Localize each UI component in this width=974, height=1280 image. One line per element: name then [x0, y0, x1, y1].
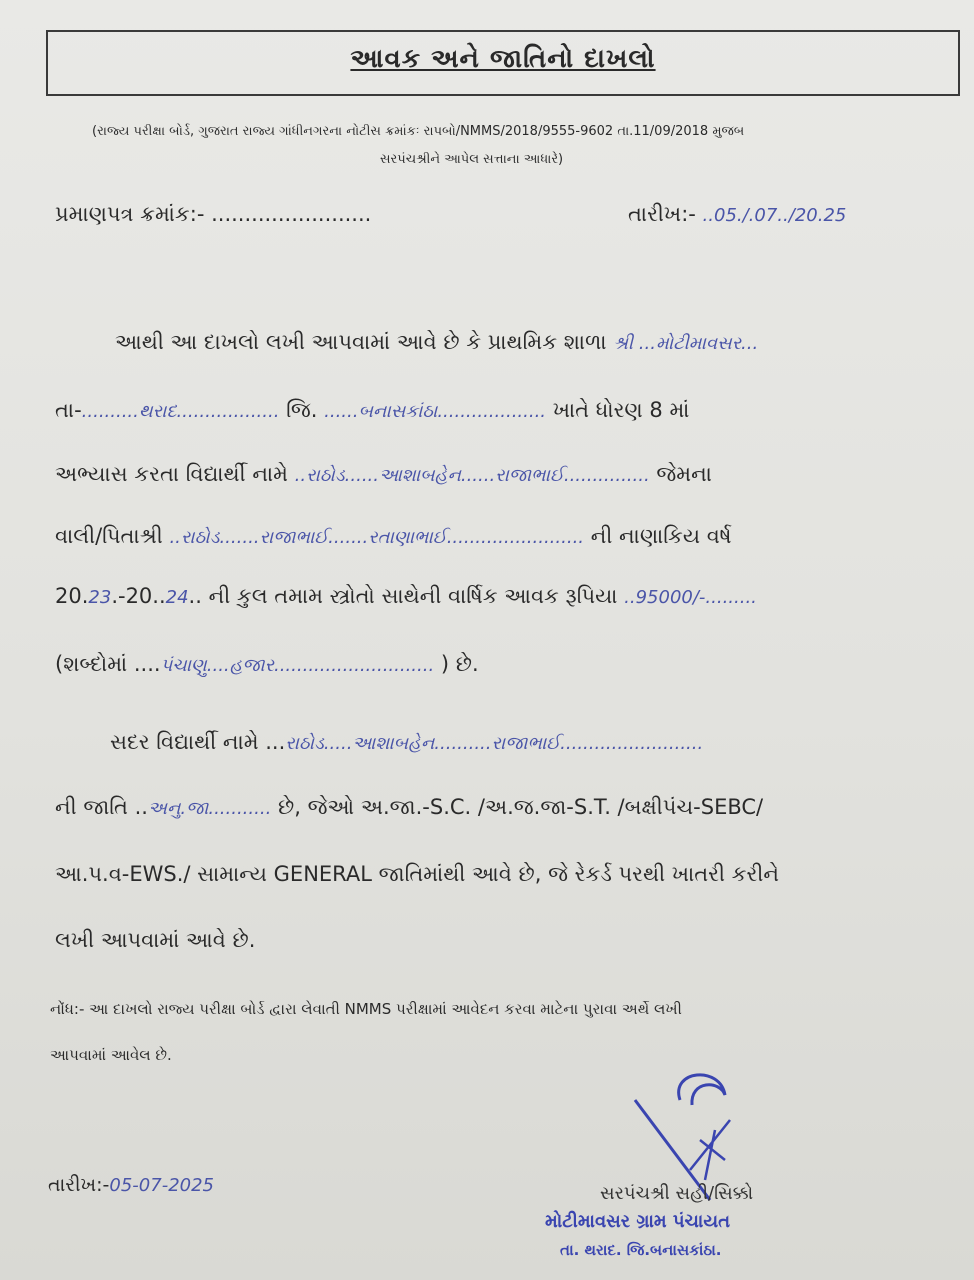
para2-line-1 — [110, 730, 703, 755]
para1-line-3 — [55, 462, 712, 487]
income-value: ..95000/-......... — [624, 587, 757, 608]
student-name: ..રાઠોડ......આશાબહેન......રાજાભાઈ............... — [294, 465, 650, 486]
income-text: .. ની કુલ તમામ સ્ત્રોતો સાથેની વાર્ષિક આવક રૂપિયા — [188, 584, 618, 608]
para1-line-2 — [55, 398, 689, 423]
para1-line-1 — [115, 330, 758, 355]
para2-student-name: રાઠોડ.....આશાબહેન..........રાજાભાઈ......................... — [285, 733, 704, 754]
para1-line-4 — [55, 524, 732, 549]
whose-text: જેમના — [656, 462, 712, 486]
stamp-line-1: સરપંચશ્રી સહી/સિક્કો — [600, 1183, 754, 1204]
para2-line-2 — [55, 795, 763, 820]
year-prefix-2: .-20.. — [111, 584, 166, 608]
stamp-line-2: મોટીમાવસર ગ્રામ પંચાયત — [545, 1211, 731, 1232]
para2-line-3: આ.પ.વ-EWS./ સામાન્ય GENERAL જાતિમાંથી આવે છે, જે રેકર્ડ પરથી ખાતરી કરીને — [55, 862, 780, 886]
school-name: શ્રી ...મોટીમાવસર... — [613, 333, 759, 354]
para1-line-5 — [55, 584, 757, 609]
certificate-number-label: પ્રમાણપત્ર ક્રમાંક:- — [55, 202, 205, 226]
words-suffix: ) છે. — [440, 652, 479, 676]
footer-date-row — [48, 1174, 214, 1196]
note-line-2: આપવામાં આવેલ છે. — [50, 1046, 172, 1064]
taluka-value: ..........થરાદ.................. — [81, 401, 280, 422]
taluka-label: તા- — [55, 398, 82, 422]
standard-text: ખાતે ધોરણ 8 માં — [552, 398, 690, 422]
footer-date-label: તારીખ:- — [48, 1174, 110, 1196]
caste-label: ની જાતિ .. — [55, 795, 148, 819]
para2-line-4: લખી આપવામાં આવે છે. — [55, 928, 256, 952]
financial-year-text: ની નાણાકિય વર્ષ — [590, 524, 732, 548]
stamp-line-3: તા. થરાદ. જિ.બનાસકાંઠા. — [560, 1241, 722, 1259]
note-line-1: નોંધ:- આ દાખલો રાજ્ય પરીક્ષા બોર્ડ દ્વારા લેવાતી NMMS પરીક્ષામાં આવેદન કરવા માટેના પુરાવા અર્થે લખી — [50, 1000, 682, 1018]
subtitle-line-1: (રાજ્ય પરીક્ષા બોર્ડ, ગુજરાત રાજ્ય ગાંધીનગરના નોટીસ ક્રમાંકઃ રાપબો/NMMS/2018/9555-9602 તા.11/09/2018 મુજબ — [92, 124, 745, 139]
caste-categories: છે, જેઓ અ.જા.-S.C. /અ.જ.જા-S.T. /બક્ષીપંચ-SEBC/ — [277, 795, 764, 819]
caste-value: અનુ.જા........... — [147, 798, 272, 819]
subtitle-line-2: સરપંચશ્રીને આપેલ સત્તાના આધારે) — [380, 152, 564, 167]
para2-student-label: સદર વિદ્યાર્થી નામે ... — [110, 730, 286, 754]
year-value-1: 23 — [88, 587, 112, 608]
title-box — [46, 30, 960, 96]
certificate-number-row — [55, 202, 371, 227]
father-name: ..રાઠોડ.......રાજાભાઈ.......રતાણાભાઈ........................ — [169, 527, 585, 548]
district-label: જિ. — [286, 398, 318, 422]
footer-date-value: 05-07-2025 — [109, 1175, 214, 1196]
certificate-number-value: ........................ — [211, 202, 372, 226]
document-title: આવક અને જાતિનો દાખલો — [350, 44, 656, 74]
year-prefix-1: 20. — [55, 584, 89, 608]
year-value-2: 24 — [165, 587, 189, 608]
para1-line-6 — [55, 652, 479, 677]
student-label: અભ્યાસ કરતા વિદ્યાર્થી નામે — [55, 462, 288, 486]
father-label: વાલી/પિતાશ્રી — [55, 524, 163, 548]
date-row — [628, 202, 846, 227]
district-value: ......બનાસકાંઠા................... — [324, 401, 547, 422]
date-label: તારીખ:- — [628, 202, 696, 226]
date-value: ..05./.07../20.25 — [702, 205, 847, 226]
official-stamp — [545, 1180, 845, 1264]
income-words: પંચાણુ....હજાર............................ — [160, 655, 435, 676]
para1-line1-text: આથી આ દાખલો લખી આપવામાં આવે છે કે પ્રાથમિક શાળા — [115, 330, 607, 354]
words-label: (શબ્દોમાં .... — [55, 652, 161, 676]
